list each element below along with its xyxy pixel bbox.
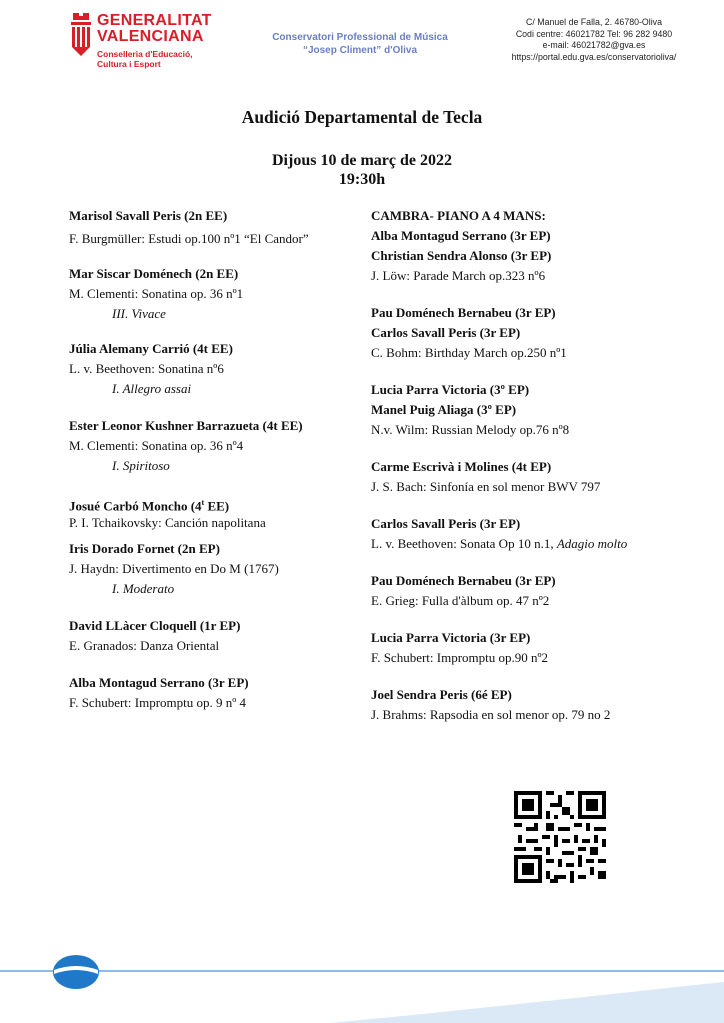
- logo-text-generalitat: GENERALITAT: [97, 12, 212, 29]
- performer-name: Marisol Savall Peris (2n EE): [69, 208, 228, 223]
- piece-title: E. Granados: Danza Oriental: [69, 638, 220, 654]
- contact-code-phone: Codi centre: 46021782 Tel: 96 282 9480: [515, 28, 673, 39]
- logo-subtitle-line2: Cultura i Esport: [97, 59, 161, 69]
- chamber-heading: CAMBRA- PIANO A 4 MANS:: [371, 208, 546, 223]
- contact-website[interactable]: https://portal.edu.gva.es/conservatorioliva/: [511, 51, 677, 62]
- performer-name: Mar Siscar Doménech (2n EE): [69, 266, 239, 281]
- program-entry: [69, 539, 359, 599]
- performer-name: Lucia Parra Victoria (3º EP): [371, 382, 530, 397]
- performer-name: Carlos Savall Peris (3r EP): [371, 325, 521, 340]
- piece-title: M. Clementi: Sonatina op. 36 nº4: [69, 438, 244, 453]
- program-entry: [371, 571, 671, 611]
- piece-title: C. Bohm: Birthday March op.250 nº1: [371, 345, 567, 360]
- piece-title: J. Haydn: Divertimento en Do M (1767): [69, 561, 279, 577]
- performer-name: Christian Sendra Alonso (3r EP): [371, 248, 552, 263]
- performer-name: Joel Sendra Peris (6é EP): [371, 687, 512, 702]
- page-title: Audició Departamental de Tecla: [241, 107, 483, 127]
- performer-name: Pau Doménech Bernabeu (3r EP): [371, 573, 556, 588]
- event-date: Dijous 10 de març de 2022: [272, 152, 452, 169]
- performer-name: Carme Escrivà i Molines (4t EP): [371, 459, 552, 474]
- program-entry: [371, 303, 671, 363]
- program-entry: [371, 380, 671, 440]
- contact-address: C/ Manuel de Falla, 2. 46780-Oliva: [526, 17, 662, 27]
- performer-name: Manel Puig Aliaga (3º EP): [371, 402, 517, 417]
- event-time: 19:30h: [338, 171, 386, 188]
- piece-tempo: Adagio molto: [556, 536, 628, 551]
- performer-name-end: EE): [204, 498, 230, 514]
- piece-title: [371, 534, 671, 554]
- performer-name: Carlos Savall Peris (3r EP): [371, 516, 521, 531]
- program-entry: [371, 514, 671, 554]
- piece-title: J. Löw: Parade March op.323 nº6: [371, 268, 546, 283]
- program-entry: [69, 616, 359, 656]
- program-entry: [371, 206, 671, 286]
- piece-movement: III. Vivace: [112, 306, 166, 321]
- piece-title-text: L. v. Beethoven: Sonata Op 10 n.1,: [371, 536, 557, 551]
- program-entry: [69, 339, 359, 399]
- performer-name: Alba Montagud Serrano (3r EP): [69, 675, 249, 691]
- contact-info: [480, 17, 708, 63]
- piece-title: F. Schubert: Impromptu op.90 nº2: [371, 650, 549, 665]
- generalitat-logo: [69, 11, 212, 85]
- piece-title: J. Brahms: Rapsodia en sol menor op. 79 no 2: [371, 707, 611, 722]
- piece-movement: I. Moderato: [112, 581, 175, 597]
- performer-name: Pau Doménech Bernabeu (3r EP): [371, 305, 556, 320]
- logo-text-valenciana: VALENCIANA: [97, 28, 204, 45]
- program-entry: [371, 457, 671, 497]
- program-left-column: [69, 206, 359, 728]
- program-entry: [69, 206, 359, 249]
- performer-name-sup: t: [201, 498, 205, 507]
- piece-movement: I. Spiritoso: [112, 458, 170, 473]
- performer-name-part: Josué Carbó Moncho (4: [69, 498, 202, 514]
- program-right-column: [371, 206, 671, 740]
- program-entry: [371, 628, 671, 668]
- piece-title: M. Clementi: Sonatina op. 36 nº1: [69, 286, 244, 301]
- conservatory-name: [240, 31, 480, 57]
- performer-name: Júlia Alemany Carrió (4t EE): [69, 341, 233, 356]
- performer-name: Lucia Parra Victoria (3r EP): [371, 630, 531, 645]
- piece-title: N.v. Wilm: Russian Melody op.76 nº8: [371, 422, 570, 437]
- logo-subtitle: [97, 49, 217, 69]
- piece-movement: I. Allegro assai: [112, 381, 192, 396]
- performer-name: Alba Montagud Serrano (3r EP): [371, 228, 551, 243]
- conservatory-line1: Conservatori Professional de Música: [272, 32, 448, 43]
- contact-email[interactable]: e-mail: 46021782@gva.es: [542, 40, 646, 50]
- program-entry: [69, 493, 359, 533]
- logo-subtitle-line1: Conselleria d'Educació,: [97, 49, 193, 59]
- piece-title: E. Grieg: Fulla d'àlbum op. 47 nº2: [371, 593, 550, 608]
- conservatory-line2: “Josep Climent” d'Oliva: [302, 45, 418, 56]
- piece-title: L. v. Beethoven: Sonatina nº6: [69, 361, 224, 376]
- piece-title: P. I. Tchaikovsky: Canción napolitana: [69, 515, 266, 531]
- program-entry: [69, 416, 359, 476]
- performer-name: David LLàcer Cloquell (1r EP): [69, 618, 241, 634]
- piece-title: F. Burgmüller: Estudi op.100 nº1 “El Candor”: [69, 231, 309, 246]
- generalitat-emblem-icon: [69, 11, 93, 57]
- program-entry: [69, 673, 359, 713]
- program-entry: [69, 264, 359, 324]
- performer-name: Ester Leonor Kushner Barrazueta (4t EE): [69, 418, 303, 433]
- piece-title: J. S. Bach: Sinfonía en sol menor BWV 797: [371, 479, 601, 494]
- qr-code-icon[interactable]: [514, 791, 606, 883]
- piece-title: F. Schubert: Impromptu op. 9 nº 4: [69, 695, 247, 711]
- performer-name: Iris Dorado Fornet (2n EP): [69, 541, 220, 557]
- footer-decoration: [0, 950, 724, 1023]
- program-entry: [371, 685, 671, 725]
- event-datetime: [0, 151, 724, 189]
